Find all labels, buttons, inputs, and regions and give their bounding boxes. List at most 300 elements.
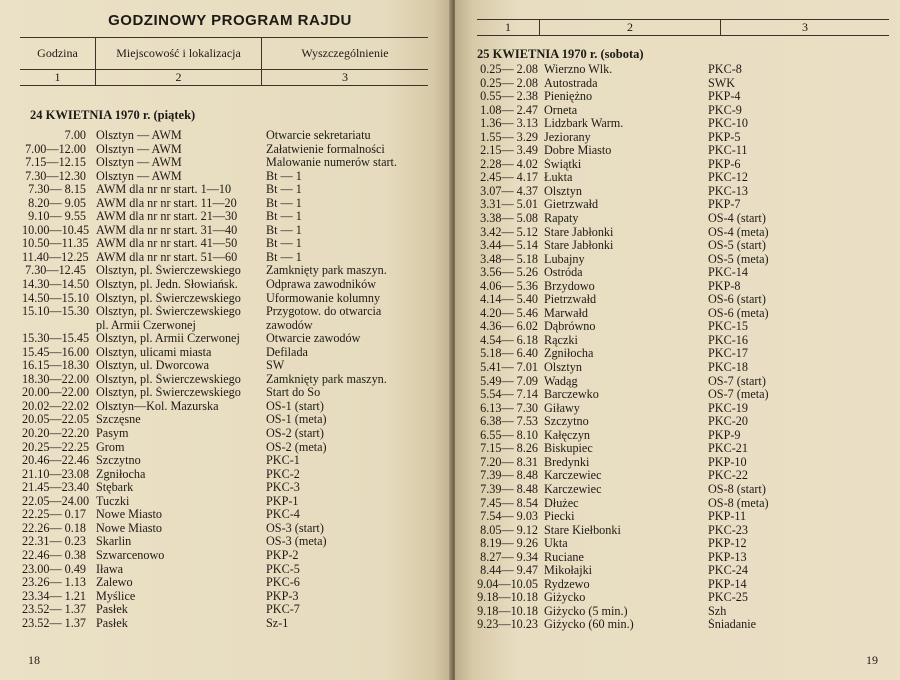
- table-row: [469, 551, 889, 565]
- column-header-detail: Wyszczególnienie: [262, 38, 429, 70]
- detail-cell: PKP-6: [708, 157, 741, 171]
- place-cell: Bredynki: [544, 455, 590, 469]
- place-cell: Lubajny: [544, 252, 585, 266]
- detail-cell: OS-6 (meta): [708, 306, 769, 320]
- schedule-list: [22, 129, 442, 630]
- time-cell: 0.55— 2.38: [480, 89, 538, 104]
- table-row: [22, 386, 442, 400]
- table-row: [469, 212, 889, 226]
- detail-cell: OS-1 (meta): [266, 413, 327, 427]
- detail-cell: OS-6 (start): [708, 293, 766, 307]
- time-cell: 5.41— 7.01: [480, 360, 538, 375]
- place-cell: Rydzewo: [544, 577, 590, 591]
- time-cell: 7.15— 8.26: [480, 441, 538, 456]
- table-row: [22, 237, 442, 251]
- place-cell: Rapaty: [544, 212, 579, 226]
- time-cell: 2.28— 4.02: [480, 156, 538, 171]
- time-cell: 22.26— 0.18: [22, 520, 86, 535]
- time-cell: 20.00—22.00: [22, 385, 90, 400]
- table-row: [469, 537, 889, 551]
- detail-cell: PKC-9: [708, 103, 742, 117]
- time-cell: 6.13— 7.30: [480, 400, 538, 415]
- place-cell: Pasym: [96, 427, 129, 441]
- table-row: [469, 497, 889, 511]
- place-cell: Olsztyn, pl. Armii Czerwonej: [96, 332, 240, 346]
- detail-cell: Śniadanie: [708, 618, 757, 632]
- time-cell: 1.08— 2.47: [480, 102, 538, 117]
- detail-cell: OS-4 (start): [708, 212, 766, 226]
- time-cell: 14.50—15.10: [22, 290, 90, 305]
- detail-cell: Bt — 1: [266, 183, 302, 197]
- place-cell: AWM dla nr nr start. 21—30: [96, 210, 238, 224]
- table-row: [469, 442, 889, 456]
- time-cell: 4.20— 5.46: [480, 305, 538, 320]
- table-row: [22, 332, 442, 346]
- detail-cell: PKP-11: [708, 510, 747, 524]
- detail-cell: Bt — 1: [266, 223, 302, 237]
- table-row: [469, 63, 889, 77]
- detail-cell: PKC-4: [266, 508, 300, 522]
- detail-cell: OS-2 (start): [266, 427, 324, 441]
- table-row: [469, 158, 889, 172]
- time-cell: 7.45— 8.54: [480, 495, 538, 510]
- time-cell: 10.50—11.35: [22, 236, 89, 251]
- detail-cell: OS-7 (meta): [708, 388, 769, 402]
- place-cell: Grom: [96, 440, 125, 454]
- place-cell: Skarlin: [96, 535, 132, 549]
- time-cell: 7.00: [64, 128, 86, 142]
- place-cell: Stare Jabłonki: [544, 239, 614, 253]
- detail-cell: Przygotow. do otwarcia: [266, 305, 382, 319]
- detail-cell: PKC-6: [266, 576, 300, 590]
- table-row: [469, 117, 889, 131]
- place-cell: pl. Armii Czerwonej: [96, 318, 196, 332]
- place-cell: Giżycko (5 min.): [544, 604, 628, 618]
- detail-cell: PKP-10: [708, 455, 747, 469]
- detail-cell: Defilada: [266, 345, 308, 359]
- place-cell: Giżycko (60 min.): [544, 618, 634, 632]
- table-row: [22, 603, 442, 617]
- detail-cell: Szh: [708, 604, 727, 618]
- time-cell: 7.39— 8.48: [480, 468, 538, 483]
- place-cell: Barczewko: [544, 388, 599, 402]
- table-row: [469, 131, 889, 145]
- detail-cell: Otwarcie sekretariatu: [266, 129, 371, 142]
- place-cell: Tuczki: [96, 494, 130, 508]
- table-row: [22, 535, 442, 549]
- detail-cell: OS-4 (meta): [708, 225, 769, 239]
- time-cell: 23.52— 1.37: [22, 602, 86, 617]
- detail-cell: OS-3 (start): [266, 521, 324, 535]
- time-cell: 0.25— 2.08: [480, 75, 538, 90]
- place-cell: Zgniłocha: [96, 467, 146, 481]
- table-row: [469, 361, 889, 375]
- time-cell: 4.14— 5.40: [480, 292, 538, 307]
- time-cell: [22, 319, 86, 333]
- table-row: [22, 481, 442, 495]
- table-row: [22, 454, 442, 468]
- table-row: [469, 144, 889, 158]
- table-row: [22, 549, 442, 563]
- table-row: [22, 278, 442, 292]
- place-cell: Lidzbark Warm.: [544, 117, 624, 131]
- time-cell: 6.38— 7.53: [480, 414, 538, 429]
- place-cell: AWM dla nr nr start. 1—10: [96, 183, 232, 197]
- table-row: [469, 347, 889, 361]
- place-cell: Szczytno: [544, 415, 589, 429]
- table-row: [22, 197, 442, 211]
- time-cell: 21.45—23.40: [22, 480, 90, 495]
- place-cell: Świątki: [544, 157, 582, 171]
- detail-cell: PKC-25: [708, 591, 748, 605]
- time-cell: 11.40—12.25: [22, 249, 89, 264]
- column-number-3: 3: [721, 20, 890, 36]
- place-cell: Olsztyn: [544, 184, 582, 198]
- day-heading: 24 KWIETNIA 1970 r. (piątek): [30, 108, 196, 122]
- time-cell: 16.15—18.30: [22, 358, 90, 373]
- place-cell: Karczewiec: [544, 469, 602, 483]
- page-number: 18: [28, 653, 40, 667]
- detail-cell: OS-1 (start): [266, 399, 324, 413]
- time-cell: 3.07— 4.37: [480, 183, 538, 198]
- table-row: [469, 402, 889, 416]
- time-cell: 20.05—22.05: [22, 412, 90, 427]
- place-cell: Olsztyn, pl. Świerczewskiego: [96, 386, 241, 400]
- table-row: [22, 617, 442, 631]
- detail-cell: PKP-1: [266, 494, 299, 508]
- place-cell: Olsztyn, ulicami miasta: [96, 345, 212, 359]
- place-cell: Olsztyn, pl. Świerczewskiego: [96, 372, 241, 386]
- time-cell: 5.54— 7.14: [480, 387, 538, 402]
- place-cell: Myślice: [96, 589, 136, 603]
- table-row: [469, 618, 889, 632]
- time-cell: 0.25— 2.08: [480, 62, 538, 76]
- time-cell: 3.38— 5.08: [480, 211, 538, 226]
- detail-cell: PKC-22: [708, 469, 748, 483]
- time-cell: 9.18—10.18: [477, 590, 538, 605]
- place-cell: Pieniężno: [544, 90, 593, 104]
- column-header: [20, 37, 428, 86]
- detail-cell: Bt — 1: [266, 237, 302, 251]
- table-row: [469, 280, 889, 294]
- place-cell: Olsztyn, ul. Dworcowa: [96, 359, 210, 373]
- table-row: [22, 590, 442, 604]
- detail-cell: PKC-10: [708, 117, 748, 131]
- table-row: [22, 292, 442, 306]
- table-row: [469, 171, 889, 185]
- place-cell: Dobre Miasto: [544, 144, 612, 158]
- column-number-1: 1: [477, 20, 540, 36]
- place-cell: Stębark: [96, 481, 134, 495]
- detail-cell: Odprawa zawodników: [266, 278, 376, 292]
- table-row: [22, 400, 442, 414]
- table-row: [469, 605, 889, 619]
- table-row: [22, 563, 442, 577]
- detail-cell: Bt — 1: [266, 169, 302, 183]
- place-cell: Nowe Miasto: [96, 521, 163, 535]
- time-cell: 23.52— 1.37: [22, 615, 86, 630]
- table-row: [469, 293, 889, 307]
- detail-cell: PKP-7: [708, 198, 741, 212]
- detail-cell: PKP-3: [266, 589, 299, 603]
- detail-cell: PKC-7: [266, 603, 300, 617]
- time-cell: 22.46— 0.38: [22, 547, 86, 562]
- table-row: [469, 90, 889, 104]
- place-cell: Pasłek: [96, 616, 128, 630]
- place-cell: AWM dla nr nr start. 31—40: [96, 223, 238, 237]
- detail-cell: PKC-2: [266, 467, 300, 481]
- table-row: [22, 373, 442, 387]
- place-cell: Ostróda: [544, 266, 583, 280]
- table-row: [22, 224, 442, 238]
- detail-cell: PKC-19: [708, 401, 748, 415]
- time-cell: 20.46—22.46: [22, 453, 90, 468]
- time-cell: 14.30—14.50: [22, 277, 90, 292]
- table-row: [469, 253, 889, 267]
- detail-cell: PKP-2: [266, 548, 299, 562]
- time-cell: 22.31— 0.23: [22, 534, 86, 549]
- time-cell: 22.05—24.00: [22, 493, 90, 508]
- column-number-3: 3: [262, 70, 429, 86]
- time-cell: 8.19— 9.26: [480, 536, 538, 551]
- place-cell: Olsztyn — AWM: [96, 156, 182, 170]
- table-row: [22, 441, 442, 455]
- table-row: [469, 104, 889, 118]
- detail-cell: Start do So: [266, 386, 321, 400]
- schedule-list: [469, 63, 889, 632]
- detail-cell: PKC-18: [708, 361, 748, 375]
- table-row: [22, 129, 442, 143]
- place-cell: Giżycko: [544, 591, 586, 605]
- place-cell: Iława: [96, 562, 124, 576]
- detail-cell: zawodów: [266, 318, 313, 332]
- detail-cell: OS-8 (start): [708, 482, 766, 496]
- place-cell: Dłużec: [544, 496, 579, 510]
- detail-cell: OS-8 (meta): [708, 496, 769, 510]
- table-row: [469, 266, 889, 280]
- table-row: [469, 239, 889, 253]
- time-cell: 9.18—10.18: [477, 603, 538, 618]
- column-number-2: 2: [96, 70, 262, 86]
- time-cell: 3.56— 5.26: [480, 265, 538, 280]
- time-cell: 1.55— 3.29: [480, 129, 538, 144]
- time-cell: 7.00—12.00: [25, 141, 86, 156]
- detail-cell: Załatwienie formalności: [266, 142, 385, 156]
- table-row: [469, 483, 889, 497]
- time-cell: 23.26— 1.13: [22, 575, 86, 590]
- detail-cell: PKC-11: [708, 144, 748, 158]
- table-row: [469, 469, 889, 483]
- place-cell: AWM dla nr nr start. 41—50: [96, 237, 238, 251]
- detail-cell: PKC-23: [708, 523, 748, 537]
- time-cell: 4.36— 6.02: [480, 319, 538, 334]
- time-cell: 5.18— 6.40: [480, 346, 538, 361]
- time-cell: 23.00— 0.49: [22, 561, 86, 576]
- time-cell: 7.30—12.45: [25, 263, 86, 278]
- place-cell: Olsztyn—Kol. Mazurska: [96, 399, 219, 413]
- detail-cell: Bt — 1: [266, 196, 302, 210]
- place-cell: Biskupiec: [544, 442, 593, 456]
- table-row: [22, 359, 442, 373]
- detail-cell: PKC-8: [708, 63, 742, 76]
- place-cell: Olsztyn — AWM: [96, 169, 182, 183]
- place-cell: Olsztyn, pl. Świerczewskiego: [96, 264, 241, 278]
- time-cell: 8.44— 9.47: [480, 563, 538, 578]
- table-row: [469, 510, 889, 524]
- place-cell: Piecki: [544, 510, 575, 524]
- place-cell: Szczęsne: [96, 413, 141, 427]
- page-title: GODZINOWY PROGRAM RAJDU: [108, 12, 352, 29]
- time-cell: 9.23—10.23: [477, 617, 538, 632]
- detail-cell: PKC-12: [708, 171, 748, 185]
- place-cell: Karczewiec: [544, 482, 602, 496]
- detail-cell: PKP-14: [708, 577, 747, 591]
- detail-cell: PKC-17: [708, 347, 748, 361]
- table-row: [22, 346, 442, 360]
- table-row: [469, 198, 889, 212]
- detail-cell: SW: [266, 359, 285, 373]
- column-number-header: [477, 19, 889, 36]
- place-cell: Mikołajki: [544, 564, 593, 578]
- place-cell: Ruciane: [544, 550, 584, 564]
- table-row: [22, 264, 442, 278]
- place-cell: Olsztyn, pl. Świerczewskiego: [96, 305, 241, 319]
- table-row: [22, 495, 442, 509]
- detail-cell: PKP-4: [708, 90, 741, 104]
- time-cell: 18.30—22.00: [22, 371, 90, 386]
- time-cell: 7.15—12.15: [25, 155, 86, 170]
- detail-cell: PKC-14: [708, 266, 748, 280]
- column-header-time: Godzina: [20, 38, 96, 70]
- table-row: [469, 429, 889, 443]
- time-cell: 9.10— 9.55: [28, 209, 86, 224]
- time-cell: 7.20— 8.31: [480, 454, 538, 469]
- place-cell: Szwarcenowo: [96, 548, 165, 562]
- table-row: [469, 334, 889, 348]
- place-cell: Brzydowo: [544, 279, 595, 293]
- place-cell: Gietrzwałd: [544, 198, 599, 212]
- page-number: 19: [866, 653, 878, 667]
- detail-cell: Malowanie numerów start.: [266, 156, 397, 170]
- time-cell: 7.39— 8.48: [480, 481, 538, 496]
- table-row: [22, 413, 442, 427]
- detail-cell: PKP-5: [708, 130, 741, 144]
- detail-cell: PKC-16: [708, 333, 748, 347]
- time-cell: 2.15— 3.49: [480, 143, 538, 158]
- detail-cell: Otwarcie zawodów: [266, 332, 361, 346]
- place-cell: AWM dla nr nr start. 11—20: [96, 196, 237, 210]
- time-cell: 15.10—15.30: [22, 304, 90, 319]
- table-row: [22, 251, 442, 265]
- detail-cell: OS-5 (meta): [708, 252, 769, 266]
- day-heading: 25 KWIETNIA 1970 r. (sobota): [477, 47, 644, 61]
- table-row: [22, 183, 442, 197]
- time-cell: 15.45—16.00: [22, 344, 90, 359]
- time-cell: 7.54— 9.03: [480, 509, 538, 524]
- time-cell: 3.44— 5.14: [480, 238, 538, 253]
- detail-cell: PKP-12: [708, 537, 747, 551]
- table-row: [22, 319, 442, 333]
- place-cell: Rączki: [544, 333, 578, 347]
- place-cell: Wadąg: [544, 374, 578, 388]
- table-row: [22, 156, 442, 170]
- place-cell: Kałęczyn: [544, 428, 591, 442]
- place-cell: Olsztyn — AWM: [96, 142, 182, 156]
- detail-cell: PKC-13: [708, 184, 748, 198]
- time-cell: 4.06— 5.36: [480, 278, 538, 293]
- detail-cell: Zamknięty park maszyn.: [266, 372, 387, 386]
- time-cell: 10.00—10.45: [22, 222, 90, 237]
- table-row: [22, 522, 442, 536]
- detail-cell: PKP-13: [708, 550, 747, 564]
- time-cell: 8.05— 9.12: [480, 522, 538, 537]
- page-right: [455, 0, 900, 680]
- detail-cell: OS-3 (meta): [266, 535, 327, 549]
- detail-cell: PKC-3: [266, 481, 300, 495]
- table-row: [469, 524, 889, 538]
- time-cell: 8.20— 9.05: [28, 195, 86, 210]
- time-cell: 3.48— 5.18: [480, 251, 538, 266]
- place-cell: Łukta: [544, 171, 573, 185]
- place-cell: Wierzno Wlk.: [544, 63, 613, 76]
- table-row: [469, 456, 889, 470]
- place-cell: Giławy: [544, 401, 580, 415]
- place-cell: Nowe Miasto: [96, 508, 163, 522]
- time-cell: 21.10—23.08: [22, 466, 90, 481]
- place-cell: Stare Kiełbonki: [544, 523, 621, 537]
- detail-cell: PKP-9: [708, 428, 741, 442]
- detail-cell: SWK: [708, 76, 736, 90]
- table-row: [469, 307, 889, 321]
- detail-cell: Uformowanie kolumny: [266, 291, 381, 305]
- place-cell: Pasłek: [96, 603, 128, 617]
- place-cell: Pietrzwałd: [544, 293, 597, 307]
- time-cell: 20.20—22.20: [22, 426, 90, 441]
- detail-cell: Zamknięty park maszyn.: [266, 264, 387, 278]
- table-row: [22, 210, 442, 224]
- table-row: [22, 170, 442, 184]
- place-cell: Olsztyn — AWM: [96, 129, 182, 142]
- detail-cell: OS-2 (meta): [266, 440, 327, 454]
- time-cell: 3.42— 5.12: [480, 224, 538, 239]
- column-number-1: 1: [20, 70, 96, 86]
- detail-cell: Bt — 1: [266, 210, 302, 224]
- time-cell: 3.31— 5.01: [480, 197, 538, 212]
- table-row: [469, 375, 889, 389]
- time-cell: 22.25— 0.17: [22, 507, 86, 522]
- table-row: [22, 576, 442, 590]
- time-cell: 2.45— 4.17: [480, 170, 538, 185]
- detail-cell: PKC-15: [708, 320, 748, 334]
- place-cell: Dąbrówno: [544, 320, 596, 334]
- detail-cell: Bt — 1: [266, 250, 302, 264]
- time-cell: 9.04—10.05: [477, 576, 538, 591]
- detail-cell: OS-7 (start): [708, 374, 766, 388]
- time-cell: 5.49— 7.09: [480, 373, 538, 388]
- table-row: [469, 564, 889, 578]
- place-cell: Szczytno: [96, 454, 141, 468]
- table-row: [22, 427, 442, 441]
- table-row: [469, 388, 889, 402]
- place-cell: Autostrada: [544, 76, 598, 90]
- place-cell: AWM dla nr nr start. 51—60: [96, 250, 238, 264]
- time-cell: 7.30—12.30: [25, 168, 86, 183]
- table-row: [469, 185, 889, 199]
- place-cell: Orneta: [544, 103, 578, 117]
- detail-cell: PKP-8: [708, 279, 741, 293]
- detail-cell: PKC-20: [708, 415, 748, 429]
- time-cell: 4.54— 6.18: [480, 332, 538, 347]
